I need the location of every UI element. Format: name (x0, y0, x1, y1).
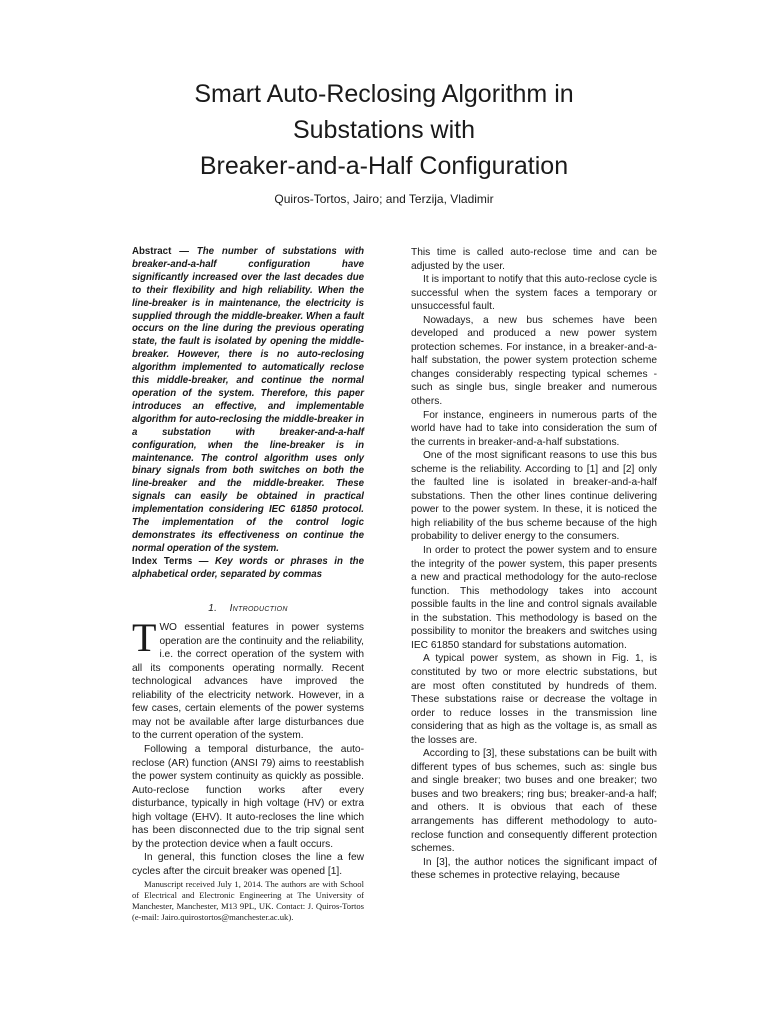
right-paragraph-6: In order to protect the power system and to ensure the integrity of the power system, this paper presents a new and practical methodology for the auto-reclose function. This methodology takes into account possible faults in the line and control signals available in the substation. This methodology is based on the possibility to monitor the breakers and switches using IEC 61850 standard for substations automation. (411, 545, 657, 651)
right-paragraph-3: Nowadays, a new bus schemes have been developed and produced a new power system protection schemes. For instance, in a breaker-and-a-half substation, the power system protection scheme changes considerably respecting typical schemes - such as single bus, single breaker and numerous others. (411, 314, 657, 408)
intro-paragraph-1-text: WO essential features in power systems operation are the continuity and the reliability, i.e. the correct operation of the system with all its components operating normally. Recent technological advances have improved the reliability of the electricity network. However, in a few cases, certain elements of the power systems may not be available after large disturbances due to the current operation of the system. (132, 622, 364, 742)
abstract-text: The number of substations with breaker-and-a-half configuration have significantly increased over the last decades due to their flexibility and high reliability. When the line-breaker is in maintenance, the electricity is supplied through the middle-breaker. When a fault occurs on the line during the previous operating state, the fault is isolated by opening the middle-breaker. However, there is no auto-reclosing algorithm implemented to automatically reclose this middle-breaker, and continue the normal operation of the system. Therefore, this paper introduces an effective, and implementable algorithm for auto-reclosing the middle-breaker in a substation with breaker-and-a-half configuration, when the line-breaker is in maintenance. The control algorithm uses only binary signals from both switches on both the line-breaker and the middle-breaker. These signals can easily be obtained in practical implementation considering IEC 61850 protocol. The implementation of the control logic demonstrates its effectiveness on continue the normal operation of the system. (132, 246, 364, 554)
intro-paragraph-2: Following a temporal disturbance, the auto-reclose (AR) function (ANSI 79) aims to reestablish the power system continuity as quickly as possible. Auto-reclose function works after every disturbance, typically in high voltage (HV) or extra high voltage (EHV). It auto-recloses the line which has been disconnected due to the trip signal sent by the protection device when a fault occurs. (132, 744, 364, 850)
index-terms-text: Key words or phrases in the alphabetical order, separated by commas (132, 555, 364, 580)
title-line-1: Smart Auto-Reclosing Algorithm in (194, 80, 574, 108)
right-paragraph-5: One of the most significant reasons to use this bus scheme is the reliability. According to [1] and [2] only the faulted line is isolated in breaker-and-a-half substations. Then the other lines continue delivering power to the power system. In these, it is noticed the high reliability of the bus scheme because of the high probability to deliver energy to the consumers. (411, 450, 657, 543)
right-paragraph-9: In [3], the author notices the significant impact of these schemes in protective relaying, because (411, 856, 657, 882)
title-line-3: Breaker-and-a-Half Configuration (199, 152, 569, 180)
right-paragraph-2: It is important to notify that this auto-reclose cycle is successful when the system faces a temporary or unsuccessful fault. (411, 274, 657, 313)
right-paragraph-8: According to [3], these substations can be built with different types of bus schemes, such as: single bus and single breaker; two buses and one breaker; two buses and two breakers; ring bus; breaker-and-a half; and others. It is obvious that each of these arrangements has different methodology to auto-reclose function and consequently different protection schemes. (411, 748, 657, 855)
author-line: Quiros-Tortos, Jairo; and Terzija, Vladimir (274, 192, 494, 206)
index-terms (132, 556, 364, 582)
abstract-label: Abstract — (132, 246, 189, 257)
left-column (132, 246, 364, 923)
intro-paragraph-1 (132, 615, 364, 743)
section-title: Introduction (229, 602, 288, 614)
intro-paragraph-3: In general, this function closes the line a few cycles after the circuit breaker was opened [1]. (132, 852, 364, 877)
right-column (411, 246, 657, 883)
section-heading-introduction (132, 602, 364, 616)
drop-cap: T (132, 615, 157, 661)
section-number: 1. (208, 602, 218, 614)
right-paragraph-1: This time is called auto-reclose time and can be adjusted by the user. (411, 247, 657, 272)
paper-title (84, 76, 684, 184)
index-terms-label: Index Terms — (132, 555, 209, 567)
title-line-2: Substations with (292, 116, 476, 144)
right-paragraph-4: For instance, engineers in numerous parts of the world have had to take into consideration the sum of the currents in breaker-and-a-half substations. (411, 409, 657, 448)
manuscript-footnote: Manuscript received July 1, 2014. The authors are with School of Electrical and Electronic Engineering at The University of Manchester, Manchester, M13 9PL, UK. Contact: J. Quiros-Tortos (e-mail: Jairo.quirostortos@manchester.ac.uk). (132, 878, 364, 923)
right-paragraph-7: A typical power system, as shown in Fig. 1, is constituted by two or more electric substations, but are most often constituted by hundreds of them. These substations raise or decrease the voltage in order to reduce losses in the transmission line considering that as high as the voltage is, as small as the losses are. (411, 653, 657, 746)
abstract (132, 246, 364, 556)
